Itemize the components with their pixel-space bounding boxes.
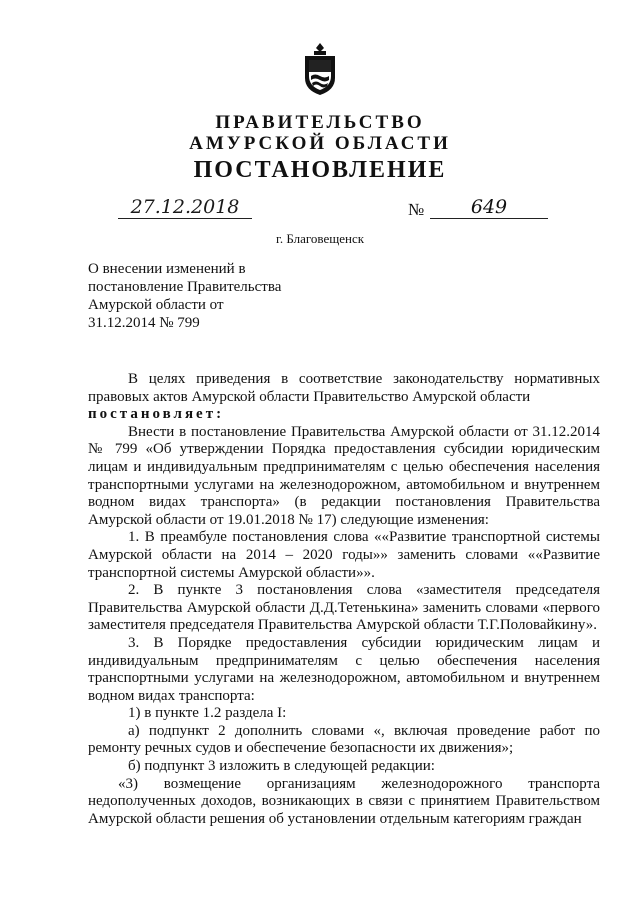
document-date: 27.12.2018	[118, 196, 252, 219]
header-government: ПРАВИТЕЛЬСТВО	[215, 112, 425, 133]
subject-line: 31.12.2014 № 799	[88, 315, 200, 331]
preamble-paragraph: В целях приведения в соответствие законодательству нормативных правовых актов Амурской области Правительство Амурской области	[88, 371, 600, 405]
body-paragraph: «3) возмещение организациям железнодорожного транспорта недополученных доходов, возникающих в связи с принятием Правительством Амурской области решения об установлении отдельным категориям граждан	[88, 775, 600, 827]
subject-line: Амурской области от	[88, 297, 224, 313]
document-type-title: ПОСТАНОВЛЕНИЕ	[193, 157, 447, 183]
header-region: АМУРСКОЙ ОБЛАСТИ	[189, 133, 451, 154]
body-paragraph: 1. В преамбуле постановления слова ««Развитие транспортной системы Амурской области на 2014 – 2020 годы»» заменить словами ««Развитие транспортной системы Амурской области»».	[88, 529, 600, 581]
subject-line: О внесении изменений в	[88, 261, 246, 277]
document-city: г. Благовещенск	[275, 231, 365, 246]
body-paragraph: 2. В пункте 3 постановления слова «заместителя председателя Правительства Амурской области Д.Д.Тетенькина» заменить словами «первого заместителя председателя Правительства Амурской области Т.Г.Половайкину».	[88, 582, 600, 634]
body-paragraph: б) подпункт 3 изложить в следующей редакции:	[128, 758, 435, 775]
document-subject	[88, 260, 328, 332]
resolves-word: постановляет:	[88, 406, 225, 423]
subject-line: постановление Правительства	[88, 279, 282, 295]
body-paragraph: Внести в постановление Правительства Амурской области от 31.12.2014 № 799 «Об утверждении Порядка предоставления субсидии юридическим лицам и индивидуальным предпринимателям с целью обеспечения населения транспортными услугами на железнодорожном, автомобильном и внутреннем водном видах транспорта» (в редакции постановления Правительства Амурской области от 19.01.2018 № 17) следующие изменения:	[88, 423, 600, 528]
document-number-label: №	[408, 200, 425, 219]
document-body	[88, 371, 600, 828]
body-paragraph: 1) в пункте 1.2 раздела I:	[128, 705, 287, 722]
body-paragraph: 3. В Порядке предоставления субсидии юридическим лицам и индивидуальным предпринимателям с целью обеспечения населения транспортными услугами на железнодорожном, автомобильном и внутреннем водном видах транспорта:	[88, 634, 600, 704]
body-paragraph: а) подпункт 2 дополнить словами «, включая проведение работ по ремонту речных судов и обеспечение безопасности их движения»;	[88, 722, 600, 757]
coat-of-arms-icon	[302, 42, 338, 96]
document-number: 649	[430, 196, 548, 219]
